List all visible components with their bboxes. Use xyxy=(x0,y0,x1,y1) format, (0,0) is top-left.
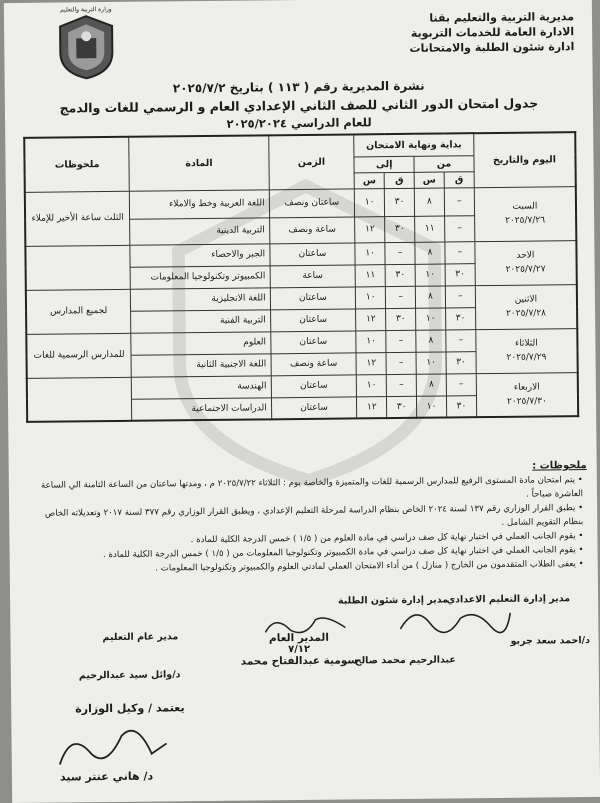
signature-education xyxy=(102,631,178,643)
document-page xyxy=(4,0,600,803)
day-cell xyxy=(476,372,578,417)
subject: الهندسة xyxy=(131,375,271,398)
day-date: ٢٠٢٥/٧/٢٨ xyxy=(506,308,547,319)
from-s: ٨ xyxy=(415,241,445,263)
day-date: ٢٠٢٥/٧/٢٧ xyxy=(505,264,546,275)
from-s: ١١ xyxy=(415,215,445,241)
day-cell xyxy=(474,186,576,241)
subject: اللغة الاجنبية الثانية xyxy=(131,353,271,376)
directorate-header xyxy=(394,9,574,56)
from-s: ٨ xyxy=(414,187,444,215)
header-line-2: الادارة العامة للخدمات التربوية xyxy=(410,25,575,40)
to-q: ٣٠ xyxy=(384,188,414,216)
table-row xyxy=(27,372,578,400)
header-day-date: اليوم والتاريخ xyxy=(474,132,576,187)
to-s: ١٢ xyxy=(357,396,387,418)
header-subject: المادة xyxy=(129,135,269,190)
to-q: – xyxy=(386,352,416,374)
header-to: إلى xyxy=(354,156,414,173)
day-cell xyxy=(475,240,577,285)
handwritten-signature-icon xyxy=(395,598,515,639)
signature-name: د/احمد سعد جربو xyxy=(510,634,590,647)
schedule-title: جدول امتحان الدور الثاني للصف الثاني الإعدادي العام و الرسمي للغات والدمج xyxy=(59,95,539,116)
note-item: • يعفى الطلاب المتقدمون من الخارج ( منازل ) من أداء الامتحان العملي لمادتي العلوم والكمبيوتر وتكنولوجيا المعلومات . xyxy=(155,559,584,574)
note-text: يقوم الجانب العملي في اختبار نهاية كل صف دراسي في مادة الكمبيوتر وتكنولوجيا المعلومات من ( ١/٥ ) خمس الدرجة الكلية للمادة . xyxy=(102,545,576,561)
duration: ساعتان xyxy=(271,374,357,397)
to-s: ١٢ xyxy=(355,216,385,242)
to-q: ٣٠ xyxy=(385,264,415,286)
subject: الكمبيوتر وتكنولوجيا المعلومات xyxy=(130,265,270,288)
note-text: يتم امتحان مادة المستوى الرفيع للمدارس الرسمية للغات والمتميزة والخاصة يوم : الثلاثاء ٢٠٢٥/٧/٢٢ م ، ومدتها ساعتان من الساعة الثامنة الي الساعة العاشرة صباحاً . xyxy=(40,475,584,500)
signature-affairs-name xyxy=(355,654,456,666)
subject: التربية الدينية xyxy=(130,217,270,244)
signature-name: د/ هاني عنتر سيد xyxy=(59,769,154,784)
from-q: ٣٠ xyxy=(446,395,476,417)
to-s: ١٠ xyxy=(357,374,387,396)
header-from-q: ق xyxy=(444,171,474,187)
note-item: • يقوم الجانب العملي في اختبار نهاية كل صف دراسي في مادة الكمبيوتر وتكنولوجيا المعلومات من ( ١/٥ ) خمس الدرجة الكلية للمادة . xyxy=(102,545,584,561)
from-q: – xyxy=(446,329,476,351)
to-s: ١٠ xyxy=(355,188,385,216)
day-note xyxy=(25,245,130,290)
from-s: ١٠ xyxy=(417,395,447,417)
bulletin-number: نشرة المديرية رقم ( ١١٣ ) بتاريخ ٢٠٢٥/٧/٢ xyxy=(172,78,425,96)
duration: ساعة ونصف xyxy=(269,216,355,243)
subject: الدراسات الاجتماعية xyxy=(132,397,272,420)
to-q: – xyxy=(386,330,416,352)
notes-section xyxy=(27,459,588,577)
subject: التربية الفنية xyxy=(131,309,271,332)
signature-prep-name xyxy=(510,635,590,647)
to-s: ١٠ xyxy=(356,330,386,352)
to-q: ٣٠ xyxy=(385,216,415,242)
table-row xyxy=(26,328,577,356)
header-to-s: س xyxy=(354,172,384,188)
day-note: الثلث ساعة الأخير للإملاء xyxy=(25,191,130,246)
day-note: للمدارس الرسمية للغات xyxy=(26,333,131,378)
subject: الجبر والاحصاء xyxy=(130,243,270,266)
duration: ساعة xyxy=(270,264,356,287)
from-q: – xyxy=(446,373,476,395)
to-q: – xyxy=(386,286,416,308)
table-row xyxy=(25,240,576,268)
day-name: الاحد xyxy=(516,250,535,261)
day-name: الثلاثاء xyxy=(514,338,538,349)
note-text: يطبق القرار الوزاري رقم ١٣٧ لسنة ٢٠٢٤ الخاص بنظام الدراسة لمرحلة التعليم الإعدادي ، ويطبق القرار الوزاري رقم ٣٧٧ لسنة ٢٠١٧ وتعديلاته الخاص بنظام التقويم الشامل . xyxy=(44,503,584,528)
signature-title: مدير عام التعليم xyxy=(102,631,179,644)
day-date: ٢٠٢٥/٧/٣٠ xyxy=(506,396,547,407)
to-q: – xyxy=(385,242,415,264)
day-date: ٢٠٢٥/٧/٢٦ xyxy=(505,215,546,226)
from-s: ١٠ xyxy=(416,307,446,329)
academic-year: للعام الدراسي ٢٠٢٥/٢٠٢٤ xyxy=(226,115,372,131)
to-q: – xyxy=(386,374,416,396)
approval-title xyxy=(75,701,184,715)
header-line-1: مديرية التربية والتعليم بقنا xyxy=(429,10,575,25)
subject: اللغة الانجليزية xyxy=(131,287,271,310)
duration: ساعة ونصف xyxy=(271,352,357,375)
signature-education-name xyxy=(79,669,181,681)
from-s: ١٠ xyxy=(416,351,446,373)
from-s: ٨ xyxy=(416,373,446,395)
note-item: • يتم امتحان مادة المستوى الرفيع للمدارس الرسمية للغات والمتميزة والخاصة يوم : الثلاثاء ٢٠٢٥/٧/٢٢ م ، ومدتها ساعتان من الساعة الثامنة الي الساعة العاشرة صباحاً . xyxy=(40,475,584,500)
duration: ساعتان xyxy=(270,308,356,331)
ministry-logo-icon xyxy=(54,12,119,81)
from-q: ٣٠ xyxy=(445,263,475,285)
to-q: ٣٠ xyxy=(387,396,417,418)
note-text: يعفى الطلاب المتقدمون من الخارج ( منازل ) من أداء الامتحان العملي لمادتي العلوم والكمبيوتر وتكنولوجيا المعلومات . xyxy=(155,559,576,574)
header-from: من xyxy=(414,155,474,172)
from-q: – xyxy=(445,285,475,307)
day-note: لجميع المدارس xyxy=(26,289,131,334)
day-note xyxy=(27,377,132,422)
note-text: يقوم الجانب العملي في اختبار نهاية كل صف دراسي في مادة العلوم من ( ١/٥ ) خمس الدرجة الكلية للمادة . xyxy=(190,531,576,546)
to-s: ١٢ xyxy=(356,352,386,374)
duration: ساعتان xyxy=(270,330,356,353)
from-q: ٣٠ xyxy=(446,307,476,329)
handwritten-signature-icon xyxy=(260,612,350,639)
day-name: السبت xyxy=(512,201,538,212)
day-name: الاثنين xyxy=(514,294,538,305)
duration: ساعتان xyxy=(270,286,356,309)
to-s: ١٢ xyxy=(356,308,386,330)
signature-name: د/وائل سيد عبدالرحيم xyxy=(78,669,181,682)
signature-title: مدير إدارة التعليم الاعدادي xyxy=(446,593,571,606)
header-line-3: ادارة شئون الطلبة والامتحانات xyxy=(409,40,575,55)
to-s: ١١ xyxy=(355,264,385,286)
header-start-end: بداية ونهاية الامتحان xyxy=(354,133,474,156)
from-s: ٨ xyxy=(415,285,445,307)
header-time: الزمن xyxy=(268,134,354,189)
to-q: ٣٠ xyxy=(386,308,416,330)
from-q: – xyxy=(445,215,475,241)
note-item: • يطبق القرار الوزاري رقم ١٣٧ لسنة ٢٠٢٤ الخاص بنظام الدراسة لمرحلة التعليم الإعدادي ، ويطبق القرار الوزاري رقم ٣٧٧ لسنة ٢٠١٧ وتعديلاته الخاص بنظام التقويم الشامل . xyxy=(44,503,584,528)
header-from-s: س xyxy=(414,171,444,187)
logo-caption: وزارة التربية والتعليم xyxy=(60,5,112,14)
day-name: الاربعاء xyxy=(513,382,540,393)
from-q: – xyxy=(445,241,475,263)
day-cell xyxy=(475,284,577,329)
duration: ساعتان xyxy=(271,396,357,419)
signature-title: مدير إدارة شئون الطلبة xyxy=(337,594,449,607)
notes-title: ملحوظات : xyxy=(532,460,587,472)
table-row xyxy=(26,284,577,312)
note-item: • يقوم الجانب العملي في اختبار نهاية كل صف دراسي في مادة العلوم من ( ١/٥ ) خمس الدرجة الكلية للمادة . xyxy=(190,531,584,546)
from-q: ٣٠ xyxy=(446,351,476,373)
subject: العلوم xyxy=(131,331,271,354)
day-cell xyxy=(476,328,578,373)
signature-title: المدير العام xyxy=(268,631,329,645)
duration: ساعتان ونصف xyxy=(269,188,355,217)
duration: ساعتان xyxy=(269,242,355,265)
header-to-q: ق xyxy=(384,172,414,188)
day-date: ٢٠٢٥/٧/٢٩ xyxy=(506,352,547,363)
from-q: – xyxy=(444,187,474,215)
signature-number: ٧/١٢ xyxy=(288,643,311,656)
to-s: ١٠ xyxy=(356,286,386,308)
exam-schedule-table xyxy=(23,131,579,423)
table-row xyxy=(25,186,576,220)
to-s: ١٠ xyxy=(355,242,385,264)
handwritten-signature-icon xyxy=(51,723,171,772)
header-notes: ملحوظات xyxy=(24,137,129,192)
subject: اللغة العربية وخط والاملاء xyxy=(130,189,270,218)
from-s: ١٠ xyxy=(415,263,445,285)
approval-text: يعتمد / وكيل الوزارة xyxy=(75,701,185,716)
signature-name: سومية عبدالفتاح محمد xyxy=(240,654,358,668)
signature-name: عبدالرحيم محمد صالح xyxy=(354,654,456,667)
from-s: ٨ xyxy=(416,329,446,351)
